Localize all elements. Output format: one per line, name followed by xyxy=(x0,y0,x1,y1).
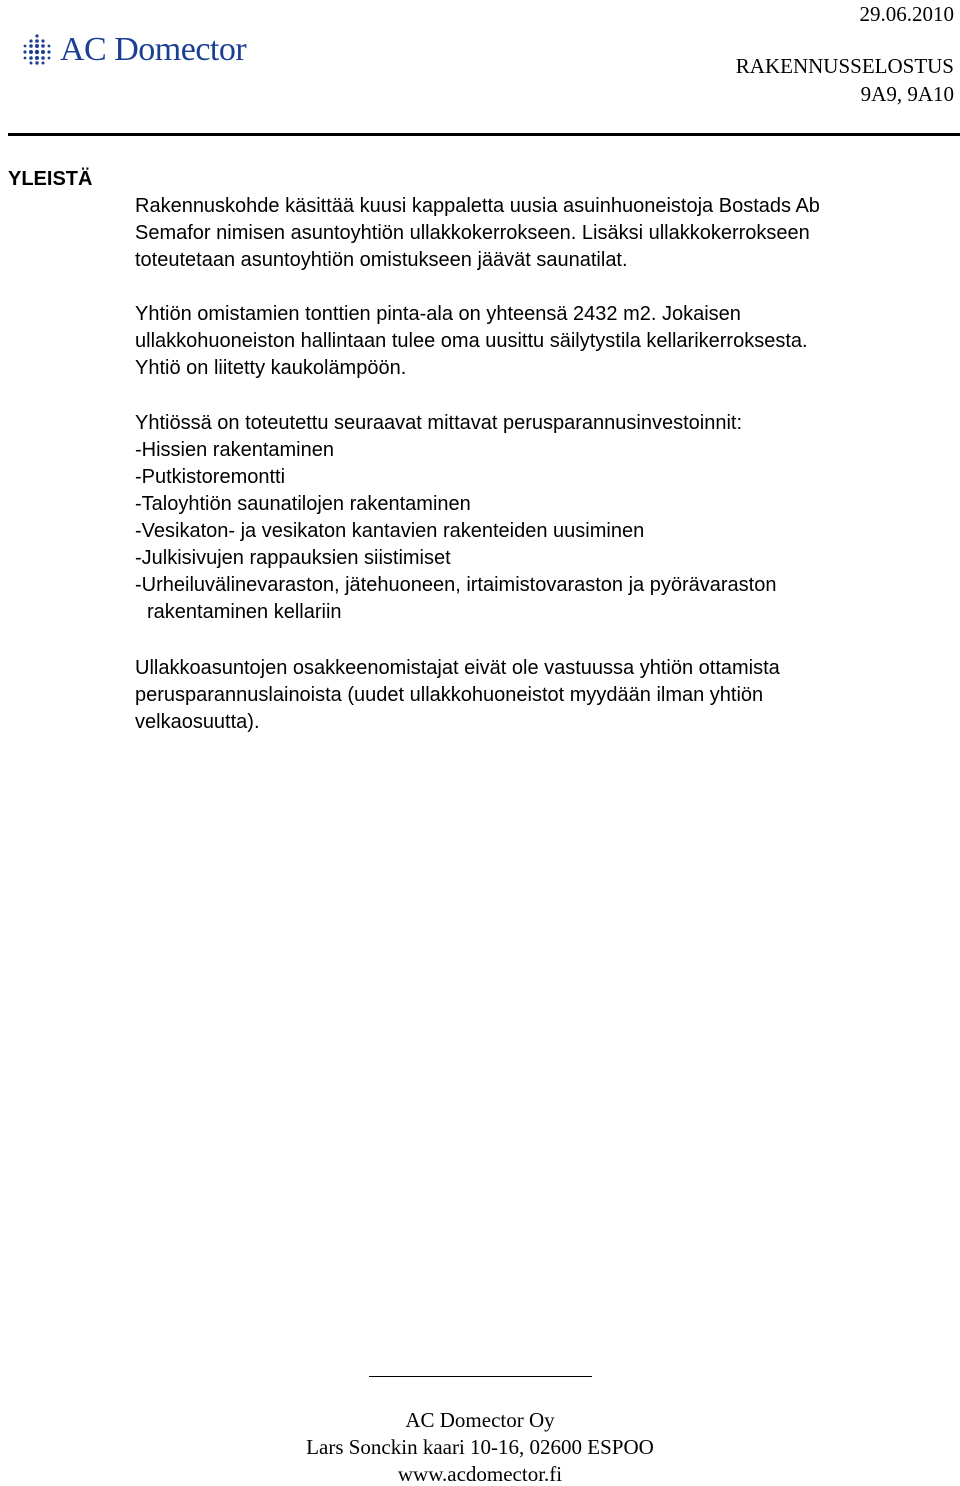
list-item: -Hissien rakentaminen xyxy=(135,439,334,461)
paragraph-project-description xyxy=(135,193,957,274)
document-title: RAKENNUSSELOSTUS xyxy=(735,54,954,78)
footer-website: www.acdomector.fi xyxy=(397,1462,563,1486)
section-heading: YLEISTÄ xyxy=(8,168,93,190)
list-item: -Urheiluvälinevaraston, jätehuoneen, irtaimistovaraston ja pyörävaraston xyxy=(135,574,777,596)
text-line: Ullakkoasuntojen osakkeenomistajat eivät ole vastuussa yhtiön ottamista xyxy=(135,657,780,679)
text-line: Yhtiön omistamien tonttien pinta-ala on yhteensä 2432 m2. Jokaisen xyxy=(135,303,741,325)
investments-intro: Yhtiössä on toteutettu seuraavat mittavat perusparannusinvestoinnit: xyxy=(135,412,743,434)
list-item: -Putkistoremontti xyxy=(135,466,286,488)
footer-address: Lars Sonckin kaari 10-16, 02600 ESPOO xyxy=(306,1435,654,1459)
text-line: velkaosuutta). xyxy=(135,711,260,733)
paragraph-plot-info xyxy=(135,301,957,382)
document-date: 29.06.2010 xyxy=(859,2,954,26)
logo-text: AC Domector xyxy=(60,31,247,68)
list-item: -Vesikaton- ja vesikaton kantavien rakenteiden uusiminen xyxy=(135,520,645,542)
text-line: Semafor nimisen asuntoyhtiön ullakkokerrokseen. Lisäksi ullakkokerrokseen xyxy=(135,222,810,244)
text-line: ullakkohuoneiston hallintaan tulee oma uusittu säilytystila kellarikerroksesta. xyxy=(135,330,808,352)
paragraph-investments xyxy=(135,410,957,626)
footer-divider xyxy=(369,1376,592,1377)
text-line: toteutetaan asuntoyhtiön omistukseen jäävät saunatilat. xyxy=(135,249,628,271)
list-item-continuation: rakentaminen kellariin xyxy=(147,601,342,623)
list-item: -Taloyhtiön saunatilojen rakentaminen xyxy=(135,493,471,515)
logo-dots-icon xyxy=(20,33,54,67)
text-line: Rakennuskohde käsittää kuusi kappaletta uusia asuinhuoneistoja Bostads Ab xyxy=(135,195,820,217)
paragraph-loan-responsibility xyxy=(135,655,957,736)
list-item: -Julkisivujen rappauksien siistimiset xyxy=(135,547,451,569)
text-line: Yhtiö on liitetty kaukolämpöön. xyxy=(135,357,407,379)
text-line: perusparannuslainoista (uudet ullakkohuoneistot myydään ilman yhtiön xyxy=(135,684,764,706)
document-subtitle: 9A9, 9A10 xyxy=(860,82,954,106)
header-divider xyxy=(8,133,960,136)
footer-company: AC Domector Oy xyxy=(405,1408,555,1432)
company-logo xyxy=(20,30,246,70)
